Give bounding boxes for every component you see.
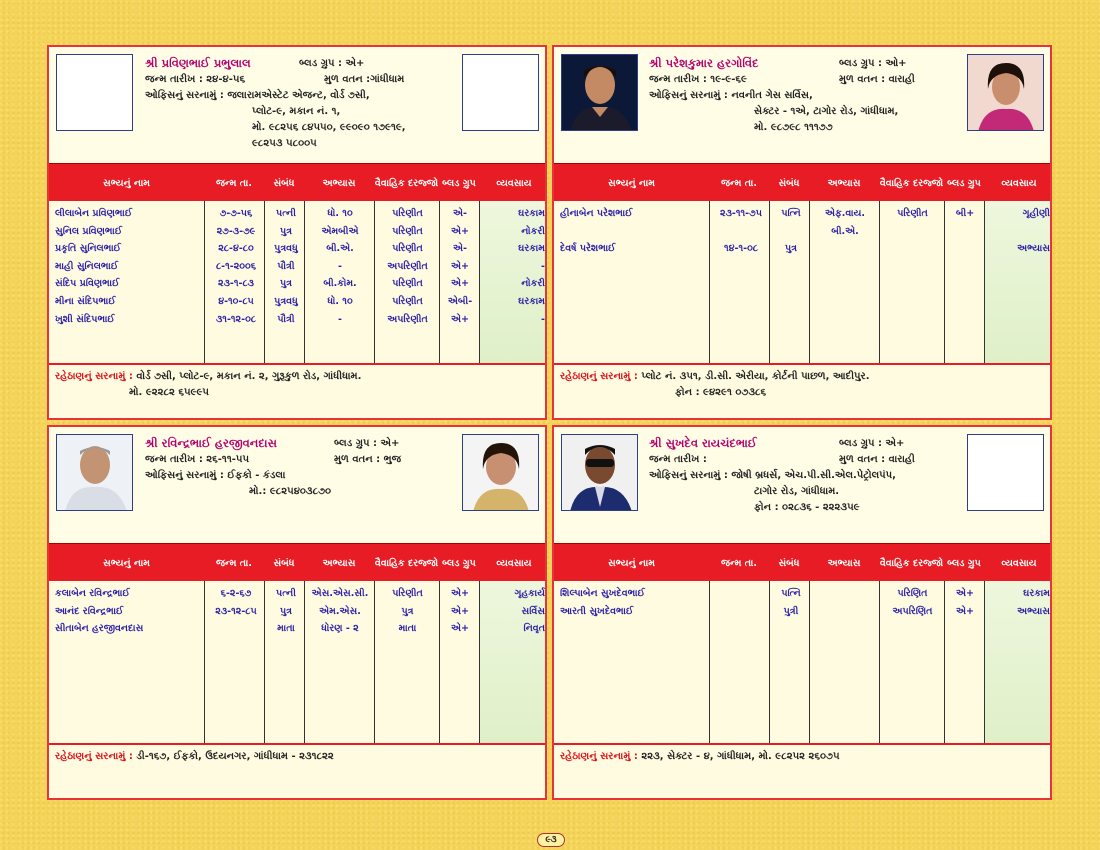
cell-dob: ૨૭-૩-૭૯ bbox=[216, 225, 256, 237]
header-occupation: વ્યવસાય bbox=[496, 557, 532, 569]
woman-portrait-icon bbox=[463, 435, 539, 511]
member-photo-male bbox=[561, 54, 638, 131]
member-photo-female bbox=[462, 434, 539, 511]
cell-dob: ૮-૧-૨૦૦૬ bbox=[215, 260, 257, 272]
member-card-3 bbox=[47, 425, 547, 800]
cell-blood: એ- bbox=[453, 208, 467, 219]
member-card-1 bbox=[47, 45, 547, 420]
cell-relation: પુત્રવધુ bbox=[274, 243, 298, 255]
header-marital: વૈવાહિક દરજ્જો bbox=[879, 557, 944, 569]
cell-name: દેવર્ષ પરેશભાઈ bbox=[560, 243, 616, 255]
cell-name: સુનિલ પ્રવિણભાઈ bbox=[55, 225, 123, 237]
office-phone-line: મો. ૯૮૭૯૮ ૧૧૧૭૭ bbox=[754, 122, 833, 133]
cell-dob: ૬-૨-૬૭ bbox=[220, 588, 252, 599]
cell-dob: ૩૧-૧૨-૦૮ bbox=[215, 313, 257, 325]
cell-marital: પરિણીત bbox=[392, 208, 423, 219]
cell-blood: એબી- bbox=[447, 296, 473, 307]
cell-name: લીલાબેન પ્રવિણભાઈ bbox=[55, 208, 133, 219]
cell-marital: પરિણીત bbox=[392, 243, 423, 255]
cell-occupation: અભ્યાસ bbox=[1017, 605, 1050, 617]
cell-relation: પુત્ર bbox=[279, 225, 292, 237]
cell-relation: પુત્ર bbox=[279, 278, 292, 290]
cell-blood: એ+ bbox=[451, 313, 469, 325]
header-blood: બ્લડ ગ્રુપ bbox=[947, 557, 981, 569]
header-name: સભ્યનું નામ bbox=[103, 177, 150, 189]
header-dob: જન્મ તા. bbox=[216, 557, 252, 569]
header-name: સભ્યનું નામ bbox=[608, 177, 655, 189]
cell-blood: એ+ bbox=[451, 605, 469, 617]
cell-dob: ૪-૧૦-૮૫ bbox=[218, 296, 254, 307]
table-header bbox=[554, 163, 1050, 201]
cell-blood: બી+ bbox=[955, 208, 975, 219]
residence-label: રહેઠાણનું સરનામું : bbox=[55, 751, 133, 762]
cell-occupation: ઘરકામ bbox=[1023, 588, 1050, 599]
cell-occupation: અભ્યાસ bbox=[1017, 243, 1050, 255]
col-divider bbox=[710, 201, 770, 363]
office-address-line: ઓફિસનું સરનામું : નવનીત ગેસ સર્વિસ, bbox=[649, 90, 813, 101]
birth-date: જન્મ તારીખ : bbox=[649, 454, 707, 465]
office-address-line: પ્લોટ-૯, મકાન નં. ૧, bbox=[252, 106, 341, 117]
residence-label: રહેઠાણનું સરનામું : bbox=[55, 371, 133, 382]
member-card-4 bbox=[552, 425, 1052, 800]
cell-occupation: ગૃહકાર્ય bbox=[514, 588, 545, 599]
cell-occupation: નોકરી bbox=[521, 278, 545, 290]
cell-education: બી.એ. bbox=[831, 225, 859, 237]
blood-group: બ્લડ ગ્રુપ : એ+ bbox=[334, 438, 400, 449]
office-address-line: ટાગોર રોડ, ગાંધીધામ. bbox=[754, 486, 840, 497]
cell-marital: અપરિણિત bbox=[892, 605, 933, 617]
residence-address bbox=[554, 363, 1050, 420]
col-divider bbox=[880, 201, 945, 363]
blood-group: બ્લડ ગ્રુપ : ઓ+ bbox=[839, 58, 907, 69]
col-green bbox=[985, 201, 1052, 363]
cell-blood: એ+ bbox=[451, 588, 469, 599]
photo-placeholder-right bbox=[462, 54, 539, 131]
office-phone-line: મો. ૯૮૨૫૬ ૮૪૫૫૦, ૯૯૦૯૦ ૧૭૯૧૯, bbox=[252, 122, 406, 133]
col-divider bbox=[945, 201, 985, 363]
residence-label: રહેઠાણનું સરનામું : bbox=[560, 371, 638, 382]
header-relation: સંબંધ bbox=[778, 177, 800, 189]
header-blood: બ્લડ ગ્રુપ bbox=[442, 177, 476, 189]
cell-dob: ૧૪-૧-૦૮ bbox=[723, 243, 759, 255]
cell-education: એમ.એસ. bbox=[319, 605, 361, 617]
card-header bbox=[49, 427, 545, 543]
header-relation: સંબંધ bbox=[273, 557, 295, 569]
cell-occupation: સર્વિસ bbox=[521, 605, 545, 617]
residence-line: વોર્ડ ૭સી, પ્લોટ-૯, મકાન નં. ૨, ગુરૂકુળ રોડ, ગાંધીધામ. bbox=[136, 371, 362, 382]
man-portrait-icon bbox=[57, 435, 133, 511]
residence-line: પ્લોટ નં. ૩૫૧, ડી.સી. એરીયા, કોર્ટની પાછળ, આદીપુર. bbox=[641, 371, 870, 382]
cell-dob: ૭-૭-૫૬ bbox=[219, 208, 253, 219]
cell-relation: પત્નિ bbox=[781, 588, 801, 599]
residence-address bbox=[49, 363, 545, 420]
cell-relation: પુત્રવધુ bbox=[274, 296, 298, 307]
members-table bbox=[49, 163, 545, 363]
col-divider bbox=[810, 581, 880, 743]
members-table bbox=[49, 543, 545, 743]
cell-relation: પત્ની bbox=[276, 208, 296, 219]
header-occupation: વ્યવસાય bbox=[1001, 177, 1037, 189]
header-dob: જન્મ તા. bbox=[721, 557, 757, 569]
members-table bbox=[554, 543, 1050, 743]
page-number: ૯૩ bbox=[537, 833, 565, 847]
header-relation: સંબંધ bbox=[778, 557, 800, 569]
header-blood: બ્લડ ગ્રુપ bbox=[442, 557, 476, 569]
header-relation: સંબંધ bbox=[273, 177, 295, 189]
member-name: શ્રી પ્રવિણભાઈ પ્રભુલાલ bbox=[145, 56, 251, 70]
cell-marital: અપરિણીત bbox=[387, 313, 428, 325]
residence-label: રહેઠાણનું સરનામું : bbox=[560, 751, 638, 762]
native-place: મુળ વતન :ગાંધીધામ bbox=[324, 74, 405, 85]
cell-name: ખુશી સંદિપભાઈ bbox=[55, 313, 115, 325]
blood-group: બ્લડ ગ્રુપ : એ+ bbox=[839, 438, 905, 449]
header-name: સભ્યનું નામ bbox=[103, 557, 150, 569]
member-name: શ્રી સુખદેવ રાયચંદભાઈ bbox=[649, 436, 757, 450]
header-marital: વૈવાહિક દરજ્જો bbox=[374, 557, 439, 569]
member-name: શ્રી રવિન્દ્રભાઈ હરજીવનદાસ bbox=[145, 436, 277, 450]
office-phone-line: મો.: ૯૮૨૫૪૦૩૮૭૦ bbox=[249, 486, 332, 497]
header-education: અભ્યાસ bbox=[827, 177, 861, 189]
cell-education: - bbox=[338, 260, 342, 272]
cell-name: આનંદ રવિન્દ્રભાઈ bbox=[55, 605, 124, 617]
cell-name: શિલ્પાબેન સુખદેવભાઈ bbox=[560, 588, 645, 599]
residence-line: ફોન : ૯૪૨૯૧ ૦૭૩૮૬ bbox=[675, 387, 767, 398]
cell-occupation: ગૃહીણી bbox=[1022, 208, 1050, 219]
photo-placeholder-left bbox=[56, 54, 133, 131]
cell-name: સંદિપ પ્રવિણભાઈ bbox=[55, 278, 120, 290]
residence-address bbox=[554, 743, 1050, 800]
cell-name: સીતાબેન હરજીવનદાસ bbox=[55, 623, 144, 635]
cell-relation: પુત્ર bbox=[279, 605, 292, 617]
cell-relation: પુત્રી bbox=[783, 605, 799, 617]
residence-address bbox=[49, 743, 545, 800]
table-header bbox=[554, 543, 1050, 581]
cell-dob: ૨૮-૪-૮૦ bbox=[218, 243, 254, 255]
woman-portrait-icon bbox=[968, 55, 1044, 131]
cell-occupation: નોકરી bbox=[521, 225, 545, 237]
cell-education: ધો. ૧૦ bbox=[327, 296, 353, 307]
member-name: શ્રી પરેશકુમાર હરગોવિંદ bbox=[649, 56, 759, 70]
birth-date: જન્મ તારીખ : ૧૯-૯-૬૯ bbox=[649, 74, 747, 85]
cell-blood: એ+ bbox=[451, 623, 469, 635]
native-place: મુળ વતન : વારાહી bbox=[839, 74, 915, 85]
cell-name: હીનાબેન પરેશભાઈ bbox=[560, 208, 633, 219]
cell-occupation: નિવૃત bbox=[523, 623, 545, 635]
cell-marital: માતા bbox=[398, 623, 417, 635]
cell-relation: પત્નિ bbox=[781, 208, 801, 219]
members-table bbox=[554, 163, 1050, 363]
header-blood: બ્લડ ગ્રુપ bbox=[947, 177, 981, 189]
cell-marital: પરિણીત bbox=[897, 208, 928, 219]
header-marital: વૈવાહિક દરજ્જો bbox=[374, 177, 439, 189]
member-photo-female bbox=[967, 54, 1044, 131]
cell-name: મીના સંદિપભાઈ bbox=[55, 296, 116, 307]
cell-occupation: ઘરકામ bbox=[518, 208, 545, 219]
native-place: મુળ વતન : વારાહી bbox=[839, 454, 915, 465]
cell-marital: પરિણીત bbox=[392, 278, 423, 290]
cell-occupation: ઘરકામ bbox=[518, 243, 545, 255]
col-divider bbox=[554, 201, 710, 363]
cell-blood: એ- bbox=[453, 243, 467, 255]
header-marital: વૈવાહિક દરજ્જો bbox=[879, 177, 944, 189]
office-address-line: ઓફિસનું સરનામું : ઈફકો - કંડલા bbox=[145, 470, 286, 481]
header-dob: જન્મ તા. bbox=[721, 177, 757, 189]
col-divider bbox=[770, 201, 810, 363]
cell-name: પ્રકૃતિ સુનિલભાઈ bbox=[55, 243, 121, 255]
cell-name: માહી સુનિલભાઈ bbox=[55, 260, 119, 272]
blood-group: બ્લડ ગ્રુપ : એ+ bbox=[299, 58, 365, 69]
cell-occupation: - bbox=[541, 313, 545, 325]
cell-dob: ૨૩-૧૨-૮૫ bbox=[215, 605, 257, 617]
cell-relation: પૌત્રી bbox=[277, 313, 295, 325]
table-header bbox=[49, 163, 545, 201]
cell-blood: એ+ bbox=[451, 225, 469, 237]
birth-date: જન્મ તારીખ : ૨૪-૪-૫૬ bbox=[145, 74, 246, 85]
office-address-line: ઓફિસનું સરનામું : જલારામએસ્ટેટ એજન્ટ, વોર્ડ ૭સી, bbox=[145, 90, 370, 101]
man-portrait-icon bbox=[562, 435, 638, 511]
cell-blood: એ+ bbox=[956, 588, 974, 599]
cell-blood: એ+ bbox=[451, 260, 469, 272]
residence-line: ૨૨૩, સેક્ટર - ૪, ગાંધીધામ, મો. ૯૮૨૫૨ ૨૬૦૭૫ bbox=[641, 751, 840, 762]
office-phone-line: ૯૮૨૫૩ ૫૮૦૦૫ bbox=[252, 138, 317, 149]
cell-education: એમબીએ bbox=[321, 225, 359, 237]
cell-blood: એ+ bbox=[956, 605, 974, 617]
member-photo-male bbox=[56, 434, 133, 511]
cell-occupation: - bbox=[541, 260, 545, 272]
cell-marital: પુત્ર bbox=[401, 605, 414, 617]
cell-relation: પત્ની bbox=[276, 588, 296, 599]
header-name: સભ્યનું નામ bbox=[608, 557, 655, 569]
native-place: મુળ વતન : ભુજ bbox=[334, 454, 402, 465]
cell-occupation: ઘરકામ bbox=[518, 296, 545, 307]
col-divider bbox=[710, 581, 770, 743]
cell-marital: પરિણીત bbox=[392, 225, 423, 237]
cell-education: બી.એ. bbox=[326, 243, 354, 255]
cell-relation: પૌત્રી bbox=[277, 260, 295, 272]
header-occupation: વ્યવસાય bbox=[496, 177, 532, 189]
cell-marital: પરિણીત bbox=[392, 296, 423, 307]
table-header bbox=[49, 543, 545, 581]
member-card-2 bbox=[552, 45, 1052, 420]
birth-date: જન્મ તારીખ : ૨૬-૧૧-૫૫ bbox=[145, 454, 250, 465]
cell-marital: અપરિણીત bbox=[387, 260, 428, 272]
header-dob: જન્મ તા. bbox=[216, 177, 252, 189]
photo-placeholder-right bbox=[967, 434, 1044, 511]
cell-marital: પરિણીત bbox=[392, 588, 423, 599]
cell-dob: ૨૩-૧-૮૩ bbox=[218, 278, 254, 290]
header-education: અભ્યાસ bbox=[322, 557, 356, 569]
member-photo-male bbox=[561, 434, 638, 511]
residence-line: ડી-૧૬૭, ઈફકો, ઉદયનગર, ગાંધીધામ - ૨૩૧૮૨૨ bbox=[136, 751, 334, 762]
cell-education: ધોરણ - ૨ bbox=[321, 623, 359, 635]
header-education: અભ્યાસ bbox=[322, 177, 356, 189]
card-header bbox=[554, 427, 1050, 543]
cell-name: આરતી સુખદેવભાઈ bbox=[560, 605, 634, 617]
header-occupation: વ્યવસાય bbox=[1001, 557, 1037, 569]
header-education: અભ્યાસ bbox=[827, 557, 861, 569]
cell-dob: ૨૩-૧૧-૭૫ bbox=[720, 208, 762, 219]
cell-name: કલાબેન રવિન્દ્રભાઈ bbox=[55, 588, 130, 599]
cell-education: એસ.એસ.સી. bbox=[311, 588, 369, 599]
cell-education: એફ.વાય. bbox=[824, 208, 866, 219]
cell-relation: માતા bbox=[277, 623, 295, 635]
card-header bbox=[49, 47, 545, 163]
cell-relation: પુત્ર bbox=[784, 243, 797, 255]
cell-blood: એ+ bbox=[451, 278, 469, 290]
residence-line: મો. ૯૨૨૮૨ ૬૫૯૯૫ bbox=[129, 387, 209, 398]
cell-education: - bbox=[338, 313, 342, 325]
cell-marital: પરિણિત bbox=[897, 588, 928, 599]
man-portrait-icon bbox=[562, 55, 638, 131]
cell-education: ધો. ૧૦ bbox=[327, 208, 353, 219]
cell-education: બી.કોમ. bbox=[323, 278, 357, 290]
office-address-line: ઓફિસનું સરનામું : જોષી બ્રધર્સ, એચ.પી.સી.એલ.પેટ્રોલપંપ, bbox=[649, 470, 896, 481]
office-address-line: સેક્ટર - ૧એ, ટાગોર રોડ, ગાંધીધામ, bbox=[754, 106, 899, 117]
office-phone-line: ફોન : ૦૨૮૩૬ - ૨૨૨૩૫૯ bbox=[754, 502, 860, 513]
card-header bbox=[554, 47, 1050, 163]
